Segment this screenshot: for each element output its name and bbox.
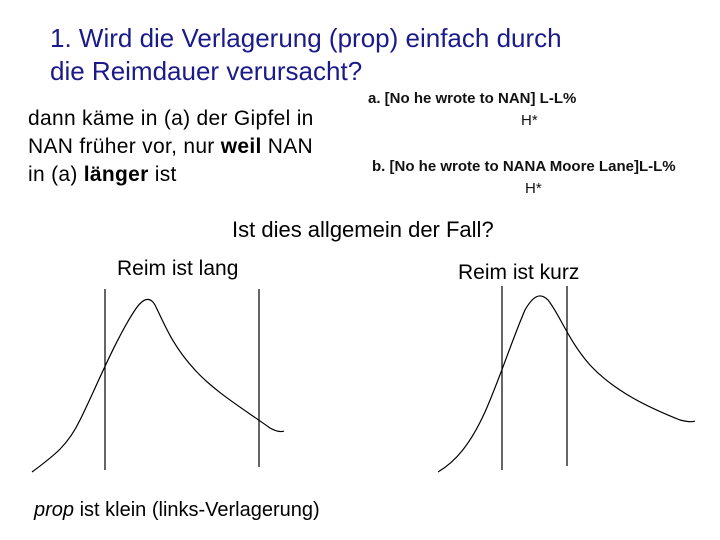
caption-text bbox=[34, 499, 320, 522]
caption-prop: prop bbox=[34, 499, 75, 521]
example-a-tone: H* bbox=[521, 112, 538, 129]
explanation-line-3-end: ist bbox=[148, 163, 177, 186]
emphasis-laenger: länger bbox=[83, 163, 149, 186]
explanation-line-3-start: in (a) bbox=[28, 163, 84, 186]
title-line-1: 1. Wird die Verlagerung (prop) einfach durch bbox=[50, 23, 562, 53]
right-diagram-label: Reim ist kurz bbox=[458, 261, 580, 284]
emphasis-weil: weil bbox=[220, 135, 262, 158]
example-b-tone: H* bbox=[525, 180, 542, 197]
left-pitch-contour bbox=[32, 299, 284, 472]
explanation-line-2-start: NAN früher vor, nur bbox=[28, 135, 221, 158]
title-line-2: die Reimdauer verursacht? bbox=[50, 56, 363, 86]
caption-rest: ist klein (links-Verlagerung) bbox=[74, 499, 320, 521]
question-text: Ist dies allgemein der Fall? bbox=[232, 217, 494, 242]
explanation-line-1: dann käme in (a) der Gipfel in bbox=[28, 107, 314, 130]
explanation-line-2-end: NAN bbox=[261, 135, 313, 158]
example-a-text: a. [No he wrote to NAN] L-L% bbox=[368, 90, 577, 107]
example-b-text: b. [No he wrote to NANA Moore Lane]L-L% bbox=[372, 158, 676, 175]
left-diagram-label: Reim ist lang bbox=[117, 257, 239, 280]
